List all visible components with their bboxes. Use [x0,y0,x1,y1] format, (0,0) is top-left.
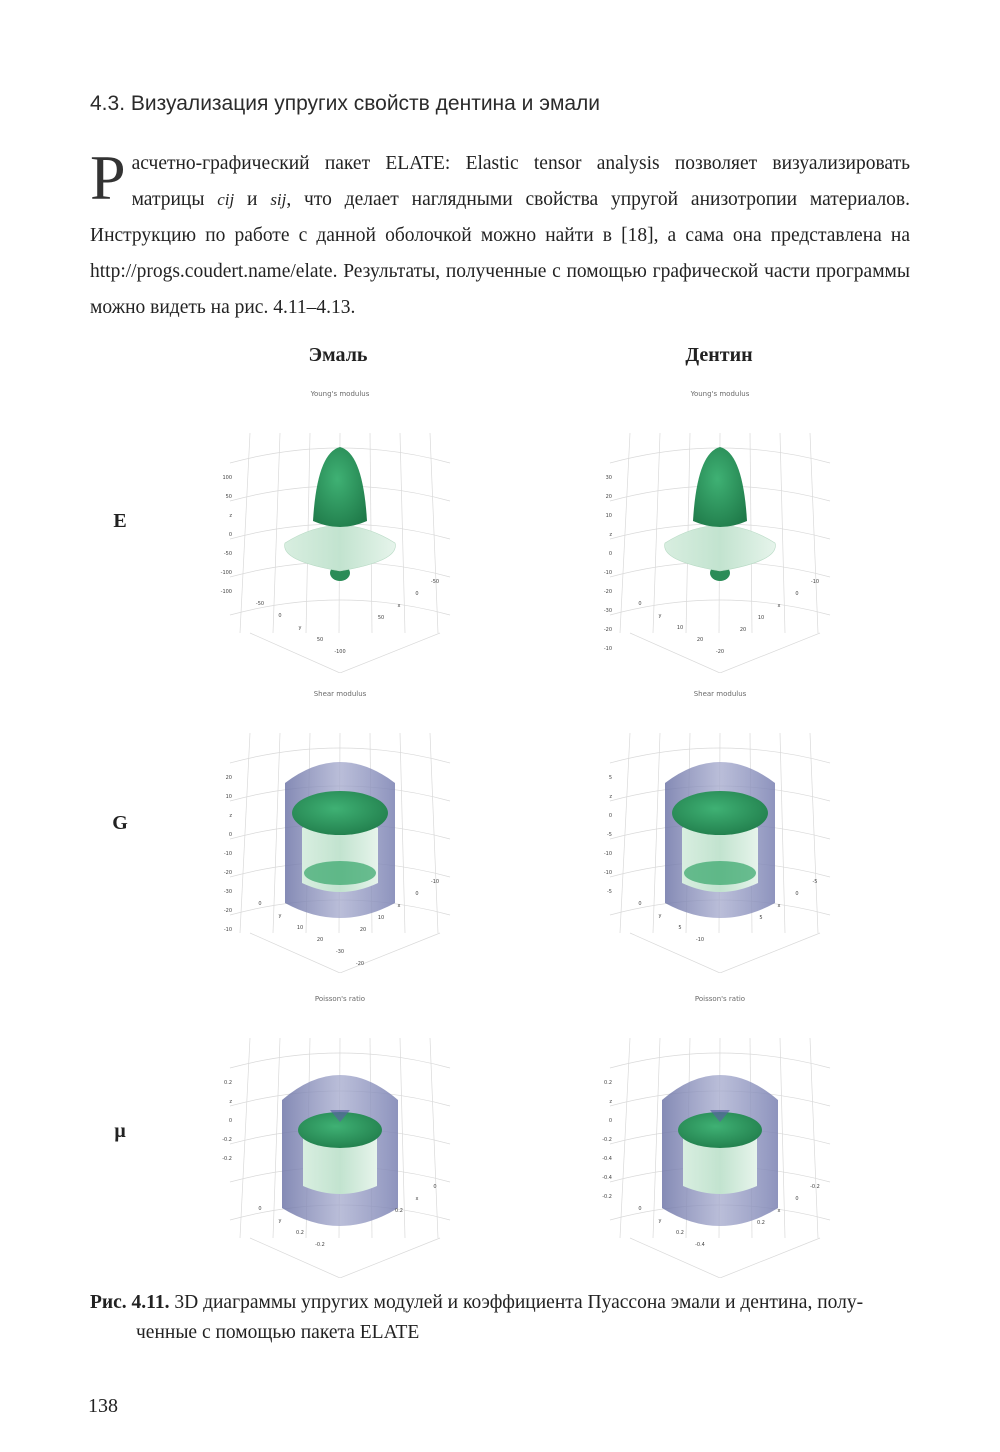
axis-tick-label: -10 [603,851,612,857]
row-label-e: E [113,510,127,532]
axis-tick-label: -5 [607,832,612,838]
caption-line-1: 3D диаграммы упругих модулей и коэффициента Пуассона эмали и дентина, полу- [169,1292,864,1313]
axis-tick-label: -10 [223,851,232,857]
axis-tick-label: -5 [607,889,612,895]
inner-ring-surface [304,861,376,885]
axis-tick-label: z [229,1099,232,1105]
axis-tick-label: 20 [316,937,324,943]
axis-tick-label: 100 [222,475,232,481]
axis-tick-label: 0 [415,591,419,597]
axis-tick-label: 0.2 [224,1080,232,1086]
axis-tick-label: 10 [676,625,684,631]
axis-tick-label: -10 [695,937,705,943]
axis-tick-label: 0 [258,901,262,907]
axis-tick-label: 0 [258,1206,262,1212]
plot-enamel-poisson [190,988,490,1278]
plot-title: Young's modulus [310,390,370,398]
axis-tick-label: x [397,603,401,609]
section-heading: 4.3. Визуализация упругих свойств дентина и эмали [90,92,601,115]
caption-number: Рис. 4.11. [90,1292,170,1313]
axis-tick-label: -50 [223,551,232,557]
axis-tick-label: z [609,1099,612,1105]
column-title-enamel: Эмаль [308,344,368,366]
axis-tick-label: -30 [603,608,612,614]
row-label-g: G [112,812,128,834]
axis-tick-label: -5 [812,879,818,885]
axis-tick-label: 0 [433,1184,437,1190]
axis-tick-label: 0 [795,591,799,597]
plot-enamel-shear [190,683,490,973]
top-disk-surface [672,791,768,835]
intro-paragraph [90,142,911,326]
axis-tick-label: x [777,903,781,909]
axis-tick-label: z [609,794,612,800]
axis-tick-label: 0 [638,601,642,607]
axis-tick-label: 10 [377,915,385,921]
upper-lobe-surface [313,447,367,527]
axis-tick-label: -10 [603,646,612,652]
axis-tick-label: 0 [228,532,232,538]
axis-tick-label: -20 [223,870,232,876]
axis-tick-label: 10 [225,794,232,800]
axis-tick-label: -100 [334,649,346,655]
axis-tick-label: 0.2 [296,1230,304,1236]
plot-canvas [190,383,490,673]
caption-line-2: ченные с помощью пакета ELATE [136,1322,420,1343]
axis-tick-label: -100 [220,589,232,595]
upper-lobe-surface [693,447,747,527]
axis-tick-label: -0.2 [315,1242,325,1248]
drop-cap: Р [90,142,126,213]
axis-tick-label: 10 [757,615,765,621]
axis-tick-label: -20 [603,627,612,633]
axis-tick-label: y [278,1218,282,1224]
axis-tick-label: 50 [225,494,232,500]
axis-tick-label: -30 [223,889,232,895]
axis-tick-label: 20 [359,927,367,933]
axis-tick-label: z [609,532,612,538]
axis-tick-label: -0.2 [602,1194,612,1200]
axis-tick-label: -50 [430,579,440,585]
axis-tick-label: y [298,625,302,631]
axis-tick-label: 30 [605,475,612,481]
axis-tick-label: -100 [220,570,232,576]
s-ij-symbol: sij [270,190,287,209]
axis-tick-label: x [777,1208,781,1214]
axis-tick-label: 50 [377,615,385,621]
axis-tick-label: 0 [638,1206,642,1212]
axis-tick-label: 5 [608,775,612,781]
axis-tick-label: -10 [810,579,820,585]
axis-tick-label: 20 [739,627,747,633]
axis-tick-label: -0.4 [602,1175,612,1181]
plot-enamel-young [190,383,490,673]
axis-tick-label: -10 [223,927,232,933]
c-ij-symbol: cij [217,190,235,209]
plot-canvas [190,988,490,1278]
axis-tick-label: y [658,613,662,619]
plot-canvas [570,383,870,673]
axis-tick-label: 0.2 [604,1080,612,1086]
axis-tick-label: -20 [355,961,365,967]
axis-tick-label: -20 [223,908,232,914]
axis-tick-label: z [229,813,232,819]
axis-tick-label: -10 [430,879,440,885]
axis-tick-label: 0 [608,813,612,819]
axis-tick-label: -50 [255,601,265,607]
axis-tick-label: 0 [228,832,232,838]
axis-tick-label: -0.2 [810,1184,820,1190]
axis-tick-label: x [415,1196,419,1202]
axis-tick-label: 20 [696,637,704,643]
axis-tick-label: -10 [603,870,612,876]
axis-tick-label: 0 [795,1196,799,1202]
axis-tick-label: -10 [603,570,612,576]
axis-tick-label: 0 [228,1118,232,1124]
column-title-dentin: Дентин [685,344,753,366]
page-number: 138 [88,1395,118,1417]
plot-title: Shear modulus [313,690,367,698]
plot-canvas [570,988,870,1278]
paragraph-text-1: асчетно-графический пакет ELATE: Elastic tensor analysis позволяет визуализировать матрицы [131,153,910,210]
axis-tick-label: 0.2 [395,1208,403,1214]
axis-tick-label: 5 [759,915,763,921]
plot-dentin-shear [570,683,870,973]
plot-dentin-young [570,383,870,673]
axis-tick-label: -20 [715,649,725,655]
plot-canvas [190,683,490,973]
axis-tick-label: -20 [603,589,612,595]
figure-caption [90,1288,910,1348]
axis-tick-label: 0 [278,613,282,619]
axis-tick-label: 0.2 [676,1230,684,1236]
axis-tick-label: y [278,913,282,919]
inner-ring-surface [684,861,756,885]
axis-tick-label: -0.2 [602,1137,612,1143]
plot-canvas [570,683,870,973]
axis-tick-label: -0.2 [222,1137,232,1143]
row-label-mu: μ [114,1120,126,1142]
axis-tick-label: 0 [608,551,612,557]
axis-tick-label: 0 [638,901,642,907]
axis-tick-label: 20 [225,775,232,781]
plot-title: Poisson's ratio [314,995,366,1003]
axis-tick-label: -30 [335,949,345,955]
axis-tick-label: z [229,513,232,519]
axis-tick-label: 5 [678,925,682,931]
plot-dentin-poisson [570,988,870,1278]
axis-tick-label: -0.2 [222,1156,232,1162]
paragraph-and: и [234,189,271,210]
axis-tick-label: 0 [415,891,419,897]
top-disk-surface [292,791,388,835]
plot-title: Poisson's ratio [694,995,746,1003]
axis-tick-label: 10 [605,513,612,519]
axis-tick-label: 0.2 [757,1220,765,1226]
axis-tick-label: 0 [608,1118,612,1124]
axis-tick-label: y [658,1218,662,1224]
axis-tick-label: 10 [296,925,304,931]
axis-tick-label: -0.4 [695,1242,705,1248]
axis-tick-label: 50 [316,637,324,643]
axis-tick-label: 0 [795,891,799,897]
axis-tick-label: x [397,903,401,909]
axis-tick-label: y [658,913,662,919]
axis-tick-label: 20 [605,494,612,500]
plot-title: Young's modulus [690,390,750,398]
paragraph-text-2: , что делает наглядными свойства упругой анизотропии материалов. Инструкцию по работе с данной оболочкой можно найти в [18], а сама она представлена на http://progs.coudert.name/elate. Результаты, полученные с помощью графической части программы можно видеть на рис. 4.11–4.13. [90,189,911,318]
axis-tick-label: -0.4 [602,1156,612,1162]
axis-tick-label: x [777,603,781,609]
plot-title: Shear modulus [693,690,747,698]
